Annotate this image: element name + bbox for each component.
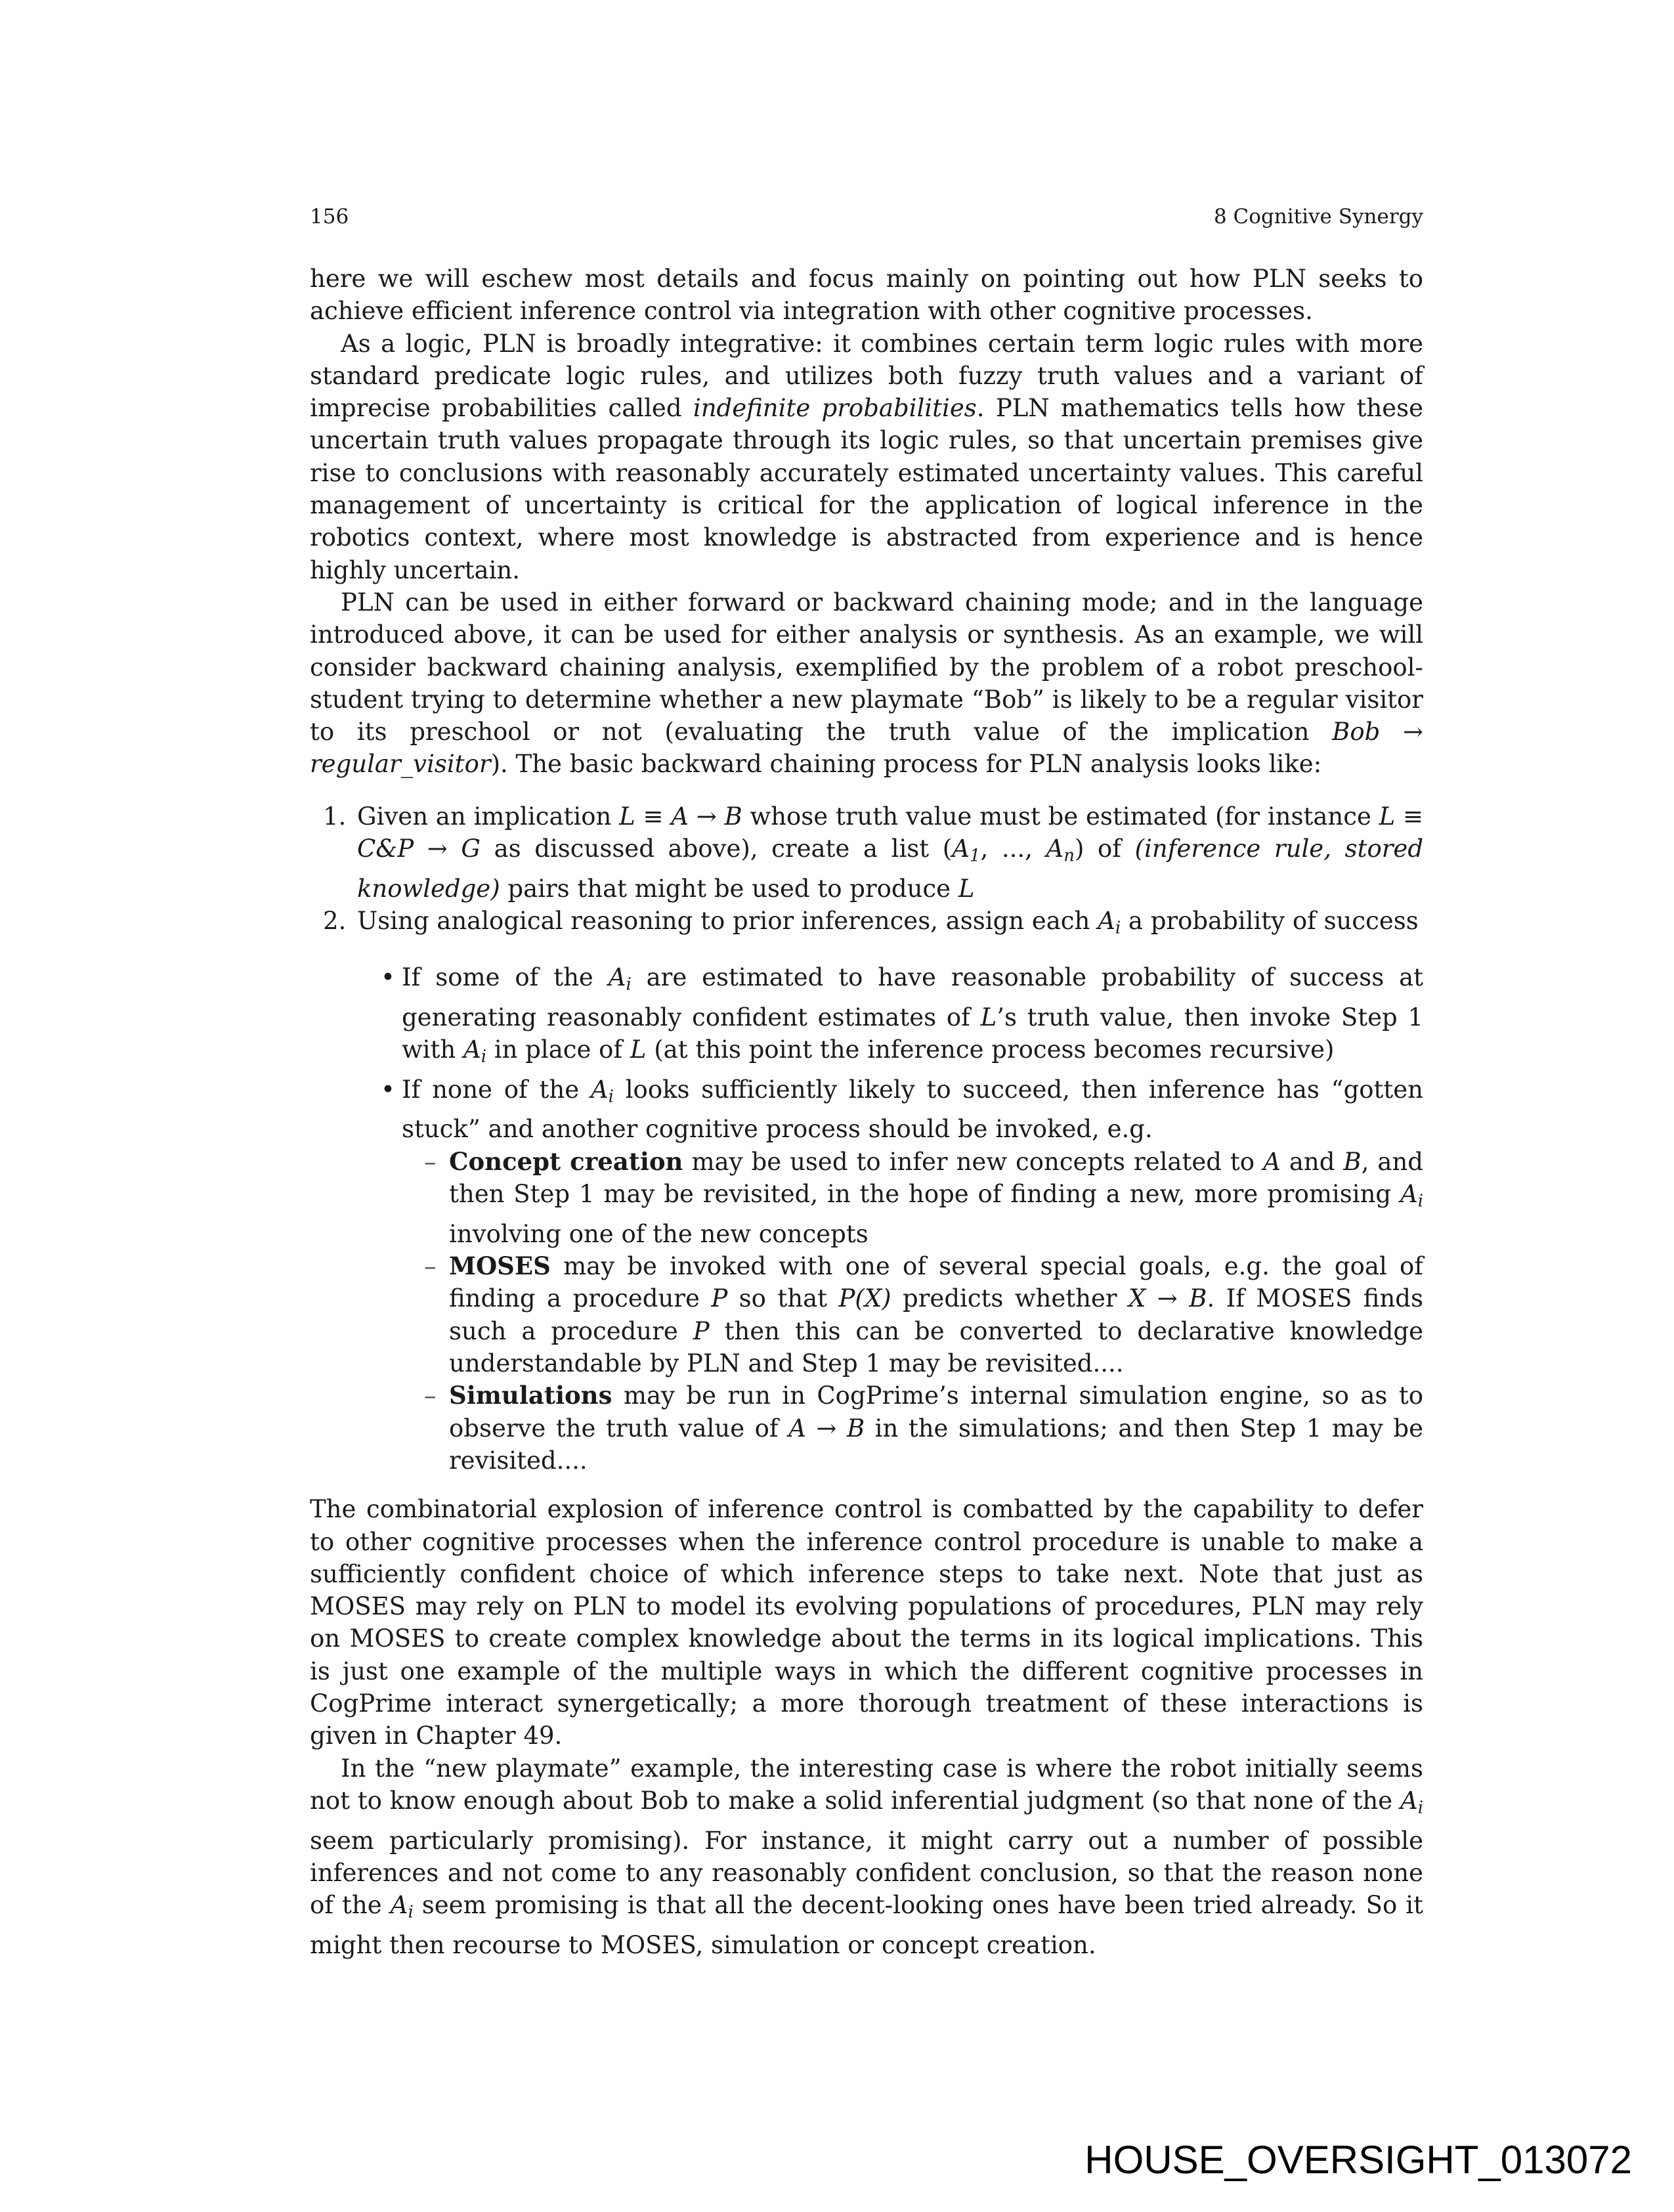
dash-item [310,1146,1423,1250]
italic-text: indefinite probabilities [693,394,977,423]
text-run: in the simulations; and then Step 1 may be revisited.... [449,1414,1423,1475]
italic-text: A [590,1075,609,1104]
italic-text: L [630,1035,647,1064]
italic-text: G [461,835,481,863]
dash-item-marker: – [424,1147,437,1176]
text-run: ≡ [1395,802,1423,831]
text-run: pairs that might be used to produce [500,874,958,903]
dash-list [310,1146,1423,1477]
italic-text: P [693,1316,710,1345]
bates-stamp: HOUSE_OVERSIGHT_013072 [1084,2138,1632,2182]
italic-text: (inference rule, stored knowledge) [357,835,1423,903]
page-body [310,263,1423,1961]
text-run: ≡ [635,802,672,831]
subscript: i [1115,918,1121,938]
chapter-title: 8 Cognitive Synergy [1213,205,1423,228]
bold-term: Simulations [449,1381,612,1410]
dash-item [310,1250,1423,1379]
italic-text: L [619,802,635,831]
italic-text: L [958,874,975,903]
italic-text: L [980,1003,997,1031]
text-run: . If MOSES finds such a procedure [449,1284,1423,1345]
text-run: In the “new playmate” example, the interesting case is where the robot initially seems not to know enough about Bob to make a solid inferential judgment (so that none of the [310,1754,1423,1815]
italic-text: A [1263,1147,1281,1176]
italic-text: A [463,1035,481,1064]
numbered-item [310,905,1423,945]
text-run: predicts whether [891,1284,1128,1313]
dash-item [310,1379,1423,1477]
text-run: as discussed above), create a list ( [480,835,953,863]
italic-text: B [1189,1284,1207,1313]
page-number: 156 [310,205,349,228]
subscript: i [608,1087,614,1107]
text-run: may be invoked with one of several special goals, e.g. the goal of finding a procedure [449,1252,1423,1313]
paragraphs-after [310,1493,1423,1961]
text-run: , and then Step 1 may be revisited, in the hope of finding a new, more promising [449,1147,1423,1209]
text-run: may be used to infer new concepts related to [683,1147,1264,1176]
dash-item-marker: – [424,1252,437,1281]
running-header [310,205,1423,238]
text-run: and [1280,1147,1344,1176]
text-run: → [688,802,725,831]
text-run: If none of the [402,1075,591,1104]
text-run: ). The basic backward chaining process for PLN analysis looks like: [490,750,1322,779]
bullet-list [310,961,1423,1146]
text-run: in place of [486,1035,630,1064]
subscript: i [408,1902,414,1922]
bullet-item [310,961,1423,1073]
italic-text: L [1379,802,1396,831]
italic-text: A [608,963,626,991]
text-run: If some of the [402,963,609,991]
paragraph [310,263,1423,328]
text-run: here we will eschew most details and focus mainly on pointing out how PLN seeks to achieve efficient inference control via integration with other cognitive processes. [310,265,1423,326]
italic-text: A [1098,907,1115,936]
paragraph [310,1493,1423,1752]
text-run: then this can be converted to declarative knowledge understandable by PLN and Step 1 may be revisited.... [449,1316,1423,1378]
bullet-item-marker: • [381,963,395,991]
numbered-item-marker: 1. [323,802,347,831]
italic-text: X [1128,1284,1146,1313]
italic-text: A [671,802,689,831]
text-run: seem particularly promising). For instance, it might carry out a number of possible inferences and not come to any reasonably confident conclusion, so that the reason none of the [310,1826,1423,1920]
text-run: → [1146,1284,1190,1313]
text-run: may be run in CogPrime’s internal simulation engine, so as to observe the truth value of [449,1381,1423,1442]
text-run: whose truth value must be estimated (for instance [742,802,1379,831]
subscript: 1 [969,846,981,866]
text-run: involving one of the new concepts [449,1219,869,1248]
paragraph [310,1752,1423,1962]
text-run: The combinatorial explosion of inference control is combatted by the capability to defer to other cognitive processes when the inference control procedure is unable to make a sufficiently confident choice of which inference steps to take next. Note that just as MOSES may rely on PLN to model its evolving populations of procedures, PLN may rely on MOSES to create complex knowledge about the terms in its logical implications. This is just one example of the multiple ways in which the different cognitive processes in CogPrime interact synergetically; a more thorough treatment of these interactions is given in Chapter 49. [310,1495,1423,1750]
bold-term: MOSES [449,1251,551,1281]
paragraph [310,328,1423,586]
text-run: looks sufficiently likely to succeed, then inference has “gotten stuck” and another cognitive process should be invoked, e.g. [402,1075,1423,1144]
italic-text: A [1046,835,1064,863]
italic-text: B [724,802,742,831]
text-run: ) of [1074,835,1135,863]
subscript: i [626,974,632,995]
italic-text: A [1400,1180,1418,1209]
text-run: As a logic, PLN is broadly integrative: it combines certain term logic rules with more standard predicate logic rules, and utilizes both fuzzy truth values and a variant of imprecise probabilities called [310,329,1423,423]
bullet-item-marker: • [381,1075,395,1104]
italic-text: P [711,1284,728,1313]
text-run: → [1380,718,1423,747]
italic-text: A [952,835,970,863]
italic-text: A [390,1891,408,1920]
subscript: i [1417,1798,1423,1818]
bullet-item [310,1073,1423,1146]
italic-text: P(X) [838,1284,891,1313]
subscript: i [481,1047,486,1067]
numbered-item-marker: 2. [323,907,347,936]
text-run: Given an implication [357,802,620,831]
italic-text: C&P [357,835,414,863]
italic-text: A [788,1414,806,1442]
numbered-list [310,800,1423,945]
text-run: so that [727,1284,839,1313]
subscript: i [1417,1191,1423,1211]
italic-text: A [1400,1786,1418,1815]
text-run: . PLN mathematics tells how these uncertain truth values propagate through its logic rules, so that uncertain premises give rise to conclusions with reasonably accurately estimated uncertainty values. This careful management of uncertainty is critical for the application of logical inference in the robotics context, where most knowledge is abstracted from experience and is hence highly uncertain. [310,394,1423,584]
italic-text: regular_visitor [310,750,491,779]
text-run: (at this point the inference process becomes recursive) [646,1035,1335,1064]
italic-text: B [846,1414,865,1442]
paragraphs-before [310,263,1423,781]
dash-item-marker: – [424,1381,437,1410]
text-run: are estimated to have reasonable probability of success at generating reasonably confident estimates of [402,963,1423,1031]
bold-term: Concept creation [449,1146,683,1176]
text-run: PLN can be used in either forward or backward chaining mode; and in the language introduced above, it can be used for either analysis or synthesis. As an example, we will consider backward chaining analysis, exemplified by the problem of a robot preschool-student trying to determine whether a new playmate “Bob” is likely to be a regular visitor to its preschool or not (evaluating the truth value of the implication [310,588,1423,747]
subscript: n [1063,846,1075,866]
text-run: → [414,835,461,863]
text-run: → [805,1414,847,1442]
text-run: seem promising is that all the decent-looking ones have been tried already. So it might then recourse to MOSES, simulation or concept creation. [310,1891,1423,1959]
paragraph [310,586,1423,781]
text-run: ’s truth value, then invoke Step 1 with [402,1003,1423,1064]
text-run: , ..., [980,835,1046,863]
numbered-item [310,800,1423,905]
italic-text: B [1343,1147,1362,1176]
text-run: Using analogical reasoning to prior inferences, assign each [357,907,1098,936]
text-run: a probability of success [1121,907,1419,936]
italic-text: Bob [1332,718,1381,747]
